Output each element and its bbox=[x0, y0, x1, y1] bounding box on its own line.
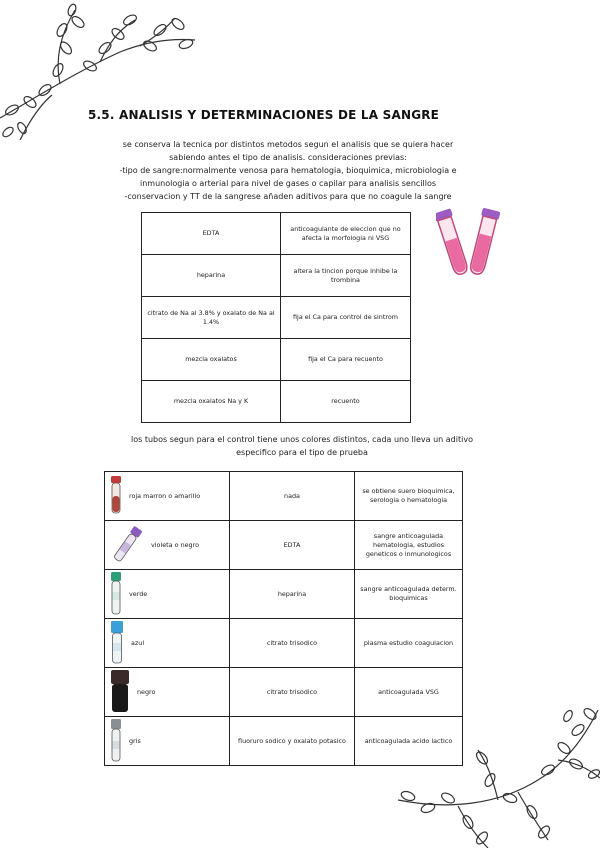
table-row bbox=[105, 619, 463, 668]
tubes-table bbox=[104, 471, 463, 766]
table-row bbox=[142, 213, 411, 255]
table-row bbox=[105, 570, 463, 619]
table-cell: fija el Ca para recuento bbox=[281, 339, 411, 381]
tubes-line: los tubos segun para el control tiene unos colores distintos, cada uno lleva un aditivo bbox=[131, 435, 473, 444]
tube-color-label: negro bbox=[137, 687, 156, 696]
table-cell: heparina bbox=[230, 570, 355, 619]
red-tube-icon bbox=[109, 476, 123, 516]
violet-tube-icon bbox=[109, 525, 145, 565]
table-row bbox=[142, 297, 411, 339]
table-cell: citrato trisodico bbox=[230, 668, 355, 717]
tube-color-label: gris bbox=[129, 736, 141, 745]
table-row bbox=[105, 521, 463, 570]
table-cell bbox=[105, 668, 230, 717]
intro-line: sabiendo antes el tipo de analisis. consideraciones previas: bbox=[169, 153, 407, 162]
table-cell: altera la tincion porque inhibe la trombina bbox=[281, 255, 411, 297]
table-cell: fluoruro sodico y oxalato potasico bbox=[230, 717, 355, 766]
intro-line: inmunologia o arterial para nivel de gases o capilar para analisis sencillos bbox=[139, 179, 437, 188]
table-cell bbox=[105, 521, 230, 570]
table-cell: mezcla oxalatos Na y K bbox=[142, 381, 281, 423]
test-tubes-illustration bbox=[436, 205, 504, 281]
table-cell bbox=[105, 717, 230, 766]
table-cell: sangre anticoagulada hematologia, estudios geneticos o inmunologicos bbox=[355, 521, 463, 570]
table-cell: EDTA bbox=[230, 521, 355, 570]
anticoagulants-table bbox=[141, 212, 411, 423]
black-tube-icon bbox=[109, 670, 131, 714]
table-cell: EDTA bbox=[142, 213, 281, 255]
table-cell: citrato de Na al 3.8% y oxalato de Na al 1.4% bbox=[142, 297, 281, 339]
intro-paragraph bbox=[96, 138, 480, 203]
tube-color-label: verde bbox=[129, 589, 148, 598]
table-cell: anticoagulante de eleccion que no afecta la morfologia ni VSG bbox=[281, 213, 411, 255]
table-row bbox=[142, 255, 411, 297]
table-cell: se obtiene suero bioquimica, serologia o hematologia bbox=[355, 472, 463, 521]
green-tube-icon bbox=[109, 572, 123, 616]
table-row bbox=[105, 717, 463, 766]
intro-line: -tipo de sangre:normalmente venosa para hematologia, bioquimica, microbiologia e bbox=[119, 166, 457, 175]
table-cell bbox=[105, 570, 230, 619]
tube-color-label: violeta o negro bbox=[151, 540, 200, 549]
table-cell: sangre anticoagulada determ. bioquimicas bbox=[355, 570, 463, 619]
table-row bbox=[142, 381, 411, 423]
table-row bbox=[105, 472, 463, 521]
page-title: 5.5. ANALISIS Y DETERMINACIONES DE LA SANGRE bbox=[88, 108, 440, 122]
table-row bbox=[142, 339, 411, 381]
table-cell: anticoagulada VSG bbox=[355, 668, 463, 717]
tube-color-label: azul bbox=[131, 638, 145, 647]
table-cell: fija el Ca para control de sintrom bbox=[281, 297, 411, 339]
table-cell bbox=[105, 619, 230, 668]
table-cell bbox=[105, 472, 230, 521]
table-cell: citrato trisodico bbox=[230, 619, 355, 668]
table-cell: nada bbox=[230, 472, 355, 521]
table-cell: plasma estudio coagulacion bbox=[355, 619, 463, 668]
tubes-line: especifico para el tipo de prueba bbox=[236, 448, 368, 457]
table-cell: heparina bbox=[142, 255, 281, 297]
table-cell: anticoagulada acido lactico bbox=[355, 717, 463, 766]
blue-tube-icon bbox=[109, 621, 125, 665]
table-row bbox=[105, 668, 463, 717]
intro-line: -conservacion y TT de la sangrese añaden aditivos para que no coagule la sangre bbox=[124, 192, 452, 201]
table-cell: mezcla oxalatos bbox=[142, 339, 281, 381]
tubes-paragraph bbox=[92, 433, 512, 459]
intro-line: se conserva la tecnica por distintos metodos segun el analisis que se quiera hacer bbox=[122, 140, 454, 149]
table-cell: recuento bbox=[281, 381, 411, 423]
gray-tube-icon bbox=[109, 719, 123, 763]
tube-color-label: roja marron o amarillo bbox=[129, 491, 201, 500]
